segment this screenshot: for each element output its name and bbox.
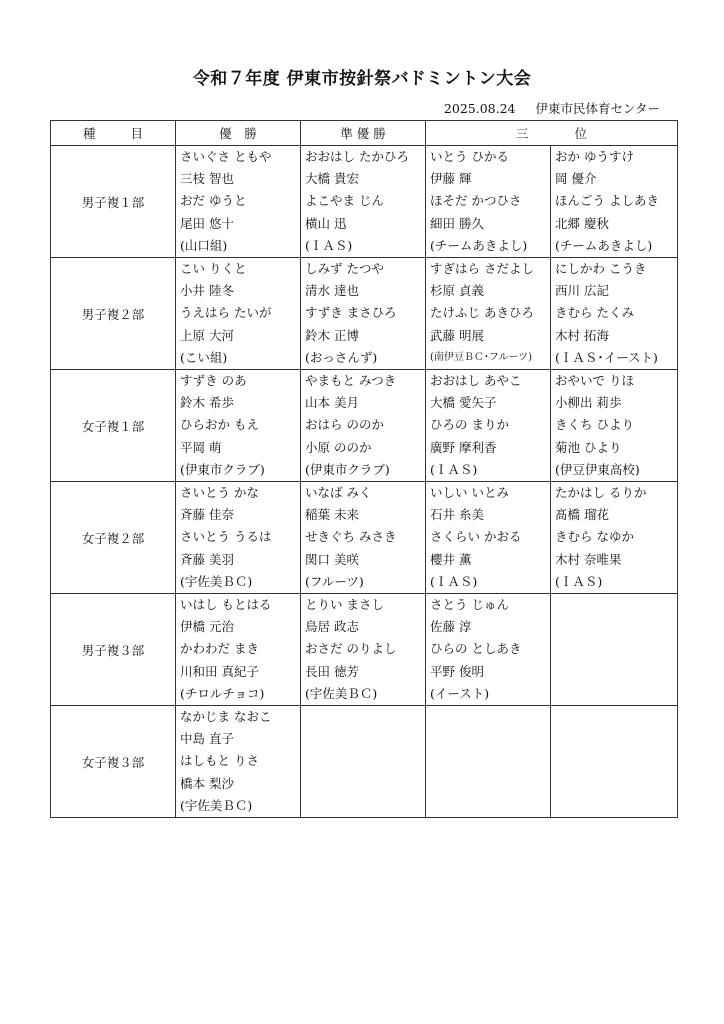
header-event: [51, 121, 176, 146]
player-line: 髙橋 瑠花: [555, 507, 609, 523]
player-line: 大橋 愛矢子: [430, 395, 497, 411]
table-row: [51, 594, 678, 706]
cell-third1: [426, 594, 551, 706]
player-line: おやいで りほ: [555, 373, 634, 388]
player-line: きむら たくみ: [555, 305, 634, 321]
player-line: ほんごう よしあき: [555, 193, 659, 209]
table-row: [51, 482, 678, 594]
player-line: 斉藤 美羽: [180, 551, 234, 567]
player-line: 稲葉 未来: [305, 507, 359, 523]
player-line: すぎはら さだよし: [430, 261, 534, 276]
page-title: 令和７年度 伊東市按針祭バドミントン大会: [192, 69, 532, 89]
table-row: [51, 146, 678, 258]
player-line: さくらい かおる: [430, 529, 522, 545]
cell-winner: [176, 706, 301, 818]
cell-runner-up: [301, 146, 426, 258]
player-line: 鈴木 正博: [305, 327, 359, 343]
player-line: 三枝 智也: [180, 171, 234, 187]
event-name: 男子複３部: [51, 594, 176, 706]
player-line: 菊池 ひより: [555, 439, 622, 455]
player-line: とりい まさし: [305, 597, 384, 612]
player-line: いとう ひかる: [430, 149, 509, 164]
player-line: 鳥居 政志: [305, 619, 359, 635]
team-name: (ＩＡＳ･イースト): [555, 349, 658, 365]
player-line: 木村 奈唯果: [555, 551, 622, 567]
team-name: (ＩＡＳ): [430, 461, 478, 477]
player-line: せきぐち みさき: [305, 529, 397, 545]
cell-winner: [176, 482, 301, 594]
player-line: 岡 優介: [555, 171, 597, 187]
player-line: さいとう かな: [180, 485, 259, 500]
player-line: すずき のあ: [180, 373, 247, 388]
header-third-a: 三: [516, 126, 529, 141]
event-name: 女子複３部: [51, 706, 176, 818]
table-row: [51, 370, 678, 482]
player-line: 櫻井 薫: [430, 551, 472, 567]
cell-winner: [176, 146, 301, 258]
cell-third2: [551, 706, 678, 818]
player-line: ひらおか もえ: [180, 417, 259, 433]
team-name: (ＩＡＳ): [555, 573, 603, 589]
player-line: さいぐさ ともや: [180, 149, 272, 164]
player-line: 川和田 真紀子: [180, 663, 259, 679]
player-line: 小柳出 莉歩: [555, 395, 622, 411]
player-line: ひろの まりか: [430, 417, 509, 433]
table-header-row: [51, 121, 678, 146]
cell-runner-up: [301, 370, 426, 482]
player-line: こい りくと: [180, 261, 247, 276]
player-line: すずき まさひろ: [305, 305, 397, 321]
player-line: 清水 達也: [305, 283, 359, 299]
team-name: (宇佐美ＢＣ): [180, 797, 253, 813]
player-line: いしい いとみ: [430, 485, 509, 500]
cell-third2: [551, 146, 678, 258]
team-name: (フルーツ): [305, 573, 364, 589]
event-name: 女子複１部: [51, 370, 176, 482]
team-name: (ＩＡＳ): [430, 573, 478, 589]
team-name: (チロルチョコ): [180, 685, 265, 701]
player-line: さいとう うるは: [180, 529, 272, 545]
player-line: ほそだ かつひさ: [430, 193, 522, 209]
player-line: にしかわ こうき: [555, 261, 647, 276]
player-line: うえはら たいが: [180, 305, 272, 321]
player-line: きくち ひより: [555, 417, 634, 433]
player-line: 石井 糸美: [430, 507, 484, 523]
cell-runner-up: [301, 706, 426, 818]
player-line: 伊藤 輝: [430, 171, 472, 187]
player-line: おさだ のりよし: [305, 641, 397, 657]
results-table: [50, 120, 678, 818]
cell-runner-up: [301, 258, 426, 370]
player-line: さとう じゅん: [430, 597, 509, 612]
header-runner-up: 準 優 勝: [301, 121, 426, 146]
player-line: 長田 徳芳: [305, 663, 359, 679]
cell-third2: [551, 370, 678, 482]
player-line: 横山 迅: [305, 215, 347, 231]
player-line: かわわだ まき: [180, 641, 259, 657]
player-line: 西川 広記: [555, 283, 609, 299]
player-line: はしもと りさ: [180, 753, 259, 769]
player-line: 橋本 梨沙: [180, 775, 234, 791]
table-row: [51, 706, 678, 818]
team-name: (ＩＡＳ): [305, 237, 353, 253]
cell-runner-up: [301, 594, 426, 706]
player-line: おだ ゆうと: [180, 193, 247, 209]
header-third: [426, 121, 678, 146]
cell-winner: [176, 370, 301, 482]
player-line: 北郷 慶秋: [555, 215, 609, 231]
header-winner: 優 勝: [176, 121, 301, 146]
player-line: 伊橋 元治: [180, 619, 234, 635]
player-line: 関口 美咲: [305, 551, 359, 567]
event-name: 男子複１部: [51, 146, 176, 258]
cell-third1: [426, 258, 551, 370]
team-name: (伊豆伊東高校): [555, 461, 640, 477]
player-line: おはら ののか: [305, 417, 384, 433]
player-line: 鈴木 希歩: [180, 395, 234, 411]
player-line: 平岡 萌: [180, 439, 222, 455]
player-line: いはし もとはる: [180, 597, 272, 612]
team-name: (伊東市クラブ): [180, 461, 265, 477]
cell-third1: [426, 370, 551, 482]
header-third-b: 位: [574, 126, 587, 141]
team-name: (宇佐美ＢＣ): [305, 685, 378, 701]
player-line: 武藤 明展: [430, 327, 484, 343]
header-event-b: 目: [130, 126, 143, 141]
player-line: 廣野 摩利香: [430, 439, 497, 455]
player-line: 大橋 貴宏: [305, 171, 359, 187]
player-line: きむら なゆか: [555, 529, 634, 545]
team-name: (南伊豆ＢＣ･フルーツ): [430, 351, 533, 363]
player-line: 上原 大河: [180, 327, 234, 343]
player-line: 尾田 悠十: [180, 215, 234, 231]
event-meta: [444, 99, 660, 117]
cell-third1: [426, 706, 551, 818]
cell-third2: [551, 482, 678, 594]
team-name: (こい組): [180, 349, 228, 365]
table-row: [51, 258, 678, 370]
player-line: 小原 ののか: [305, 439, 372, 455]
event-name: 男子複２部: [51, 258, 176, 370]
player-line: なかじま なおこ: [180, 709, 272, 724]
team-name: (チームあきよし): [430, 237, 528, 253]
player-line: 杉原 貞義: [430, 283, 484, 299]
player-line: おおはし あやこ: [430, 373, 522, 388]
event-date: 2025.08.24: [443, 101, 516, 116]
player-line: 山本 美月: [305, 395, 359, 411]
event-venue: 伊東市民体育センター: [535, 101, 660, 116]
cell-winner: [176, 594, 301, 706]
player-line: よこやま じん: [305, 193, 384, 209]
player-line: 佐藤 淳: [430, 619, 472, 635]
event-name: 女子複２部: [51, 482, 176, 594]
player-line: いなば みく: [305, 485, 372, 500]
player-line: たけふじ あきひろ: [430, 305, 534, 321]
team-name: (おっさんず): [305, 349, 378, 365]
team-name: (山口組): [180, 237, 228, 253]
player-line: たかはし るりか: [555, 485, 647, 500]
player-line: 平野 俊明: [430, 663, 484, 679]
player-line: おか ゆうすけ: [555, 149, 634, 164]
player-line: しみず たつや: [305, 261, 384, 276]
team-name: (チームあきよし): [555, 237, 653, 253]
player-line: 細田 勝久: [430, 215, 484, 231]
player-line: ひらの としあき: [430, 641, 522, 657]
player-line: おおはし たかひろ: [305, 149, 409, 164]
cell-third2: [551, 258, 678, 370]
player-line: 木村 拓海: [555, 327, 609, 343]
cell-third2: [551, 594, 678, 706]
header-event-a: 種: [83, 126, 96, 141]
player-line: 小井 陸冬: [180, 283, 234, 299]
cell-third1: [426, 482, 551, 594]
team-name: (宇佐美ＢＣ): [180, 573, 253, 589]
cell-runner-up: [301, 482, 426, 594]
cell-third1: [426, 146, 551, 258]
player-line: 斉藤 佳奈: [180, 507, 234, 523]
player-line: やまもと みつき: [305, 373, 397, 388]
team-name: (伊東市クラブ): [305, 461, 390, 477]
team-name: (イースト): [430, 685, 490, 701]
cell-winner: [176, 258, 301, 370]
player-line: 中島 直子: [180, 731, 234, 747]
